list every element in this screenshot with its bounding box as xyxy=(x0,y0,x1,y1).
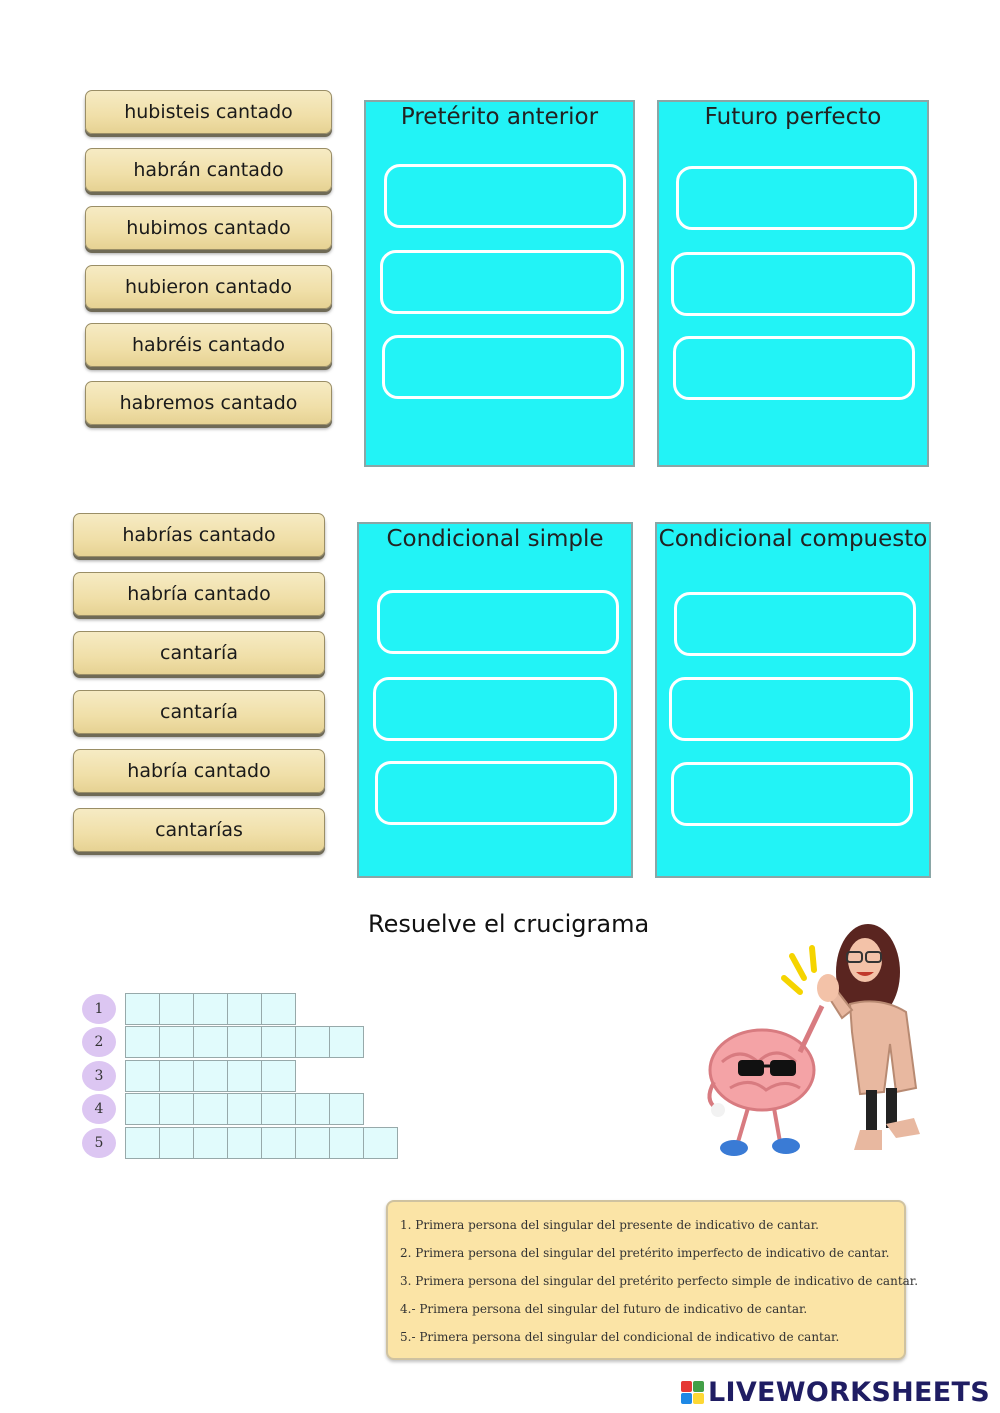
crossword-number-badge: 5 xyxy=(82,1128,116,1158)
crossword-cell[interactable] xyxy=(159,1026,194,1058)
answer-chip-1-3[interactable]: hubimos cantado xyxy=(85,206,332,250)
drop-slot[interactable] xyxy=(373,677,617,741)
crossword-cell[interactable] xyxy=(227,993,262,1025)
answer-chip-1-6[interactable]: habremos cantado xyxy=(85,381,332,425)
crossword-cell[interactable] xyxy=(193,1127,228,1159)
panel-futuro-perfecto xyxy=(657,100,929,467)
crossword-cell[interactable] xyxy=(125,1026,160,1058)
clue-3: 3. Primera persona del singular del pretérito perfecto simple de indicativo de cantar. xyxy=(400,1274,919,1288)
clue-5: 5.- Primera persona del singular del condicional de indicativo de cantar. xyxy=(400,1330,840,1344)
drop-slot[interactable] xyxy=(676,166,917,230)
panel-title: Futuro perfecto xyxy=(704,104,882,130)
logo-square xyxy=(693,1381,704,1392)
answer-chip-2-6[interactable]: cantarías xyxy=(73,808,325,852)
liveworksheets-logo xyxy=(681,1377,990,1408)
drop-slot[interactable] xyxy=(375,761,617,825)
crossword-cell[interactable] xyxy=(227,1026,262,1058)
answer-chip-1-4[interactable]: hubieron cantado xyxy=(85,265,332,309)
answer-chip-1-1[interactable]: hubisteis cantado xyxy=(85,90,332,134)
answer-chip-2-4[interactable]: cantaría xyxy=(73,690,325,734)
crossword-row-2 xyxy=(125,1026,363,1058)
drop-slot[interactable] xyxy=(377,590,619,654)
crossword-cell[interactable] xyxy=(193,1093,228,1125)
crossword-row-1 xyxy=(125,993,295,1025)
crossword-cell[interactable] xyxy=(159,1060,194,1092)
crossword-cell[interactable] xyxy=(261,993,296,1025)
crossword-cell[interactable] xyxy=(227,1127,262,1159)
crossword-cell[interactable] xyxy=(125,993,160,1025)
clue-4: 4.- Primera persona del singular del futuro de indicativo de cantar. xyxy=(400,1302,808,1316)
crossword-number-badge: 1 xyxy=(82,994,116,1024)
drop-slot[interactable] xyxy=(674,592,916,656)
logo-square xyxy=(693,1393,704,1404)
crossword-cell[interactable] xyxy=(363,1127,398,1159)
crossword-cell[interactable] xyxy=(295,1127,330,1159)
clue-1: 1. Primera persona del singular del presente de indicativo de cantar. xyxy=(400,1218,819,1232)
drop-slot[interactable] xyxy=(669,677,913,741)
crossword-number-badge: 4 xyxy=(82,1094,116,1124)
drop-slot[interactable] xyxy=(380,250,624,314)
crossword-title: Resuelve el crucigrama xyxy=(368,910,650,938)
crossword-row-3 xyxy=(125,1060,295,1092)
answer-chip-2-5[interactable]: habría cantado xyxy=(73,749,325,793)
panel-condicional-compuesto xyxy=(655,522,931,878)
brain-teacher-high-five-illustration xyxy=(700,912,980,1172)
crossword-cell[interactable] xyxy=(159,993,194,1025)
crossword-cell[interactable] xyxy=(329,1127,364,1159)
crossword-cell[interactable] xyxy=(125,1127,160,1159)
panel-title: Condicional compuesto xyxy=(658,526,928,552)
crossword-cell[interactable] xyxy=(193,1026,228,1058)
panel-condicional-simple xyxy=(357,522,633,878)
crossword-cell[interactable] xyxy=(261,1093,296,1125)
sparkle-icon xyxy=(784,948,814,992)
drop-slot[interactable] xyxy=(382,335,624,399)
logo-text: LIVEWORKSHEETS xyxy=(707,1377,990,1408)
panel-title: Pretérito anterior xyxy=(400,104,599,130)
crossword-cell[interactable] xyxy=(159,1093,194,1125)
crossword-row-5 xyxy=(125,1127,397,1159)
logo-square xyxy=(681,1381,692,1392)
crossword-clues-box xyxy=(386,1200,919,1360)
crossword-cell[interactable] xyxy=(125,1060,160,1092)
panel-preterito-anterior xyxy=(364,100,635,467)
crossword-cell[interactable] xyxy=(295,1026,330,1058)
crossword-cell[interactable] xyxy=(227,1093,262,1125)
drop-slot[interactable] xyxy=(671,252,915,316)
crossword-cell[interactable] xyxy=(329,1026,364,1058)
crossword-number-badge: 2 xyxy=(82,1027,116,1057)
drop-slot[interactable] xyxy=(384,164,626,228)
crossword-cell[interactable] xyxy=(227,1060,262,1092)
panel-title: Condicional simple xyxy=(386,526,604,552)
crossword-cell[interactable] xyxy=(261,1060,296,1092)
crossword-cell[interactable] xyxy=(261,1127,296,1159)
crossword-cell[interactable] xyxy=(159,1127,194,1159)
answer-chip-2-1[interactable]: habrías cantado xyxy=(73,513,325,557)
crossword-cell[interactable] xyxy=(295,1093,330,1125)
crossword-number-badge: 3 xyxy=(82,1061,116,1091)
answer-chip-2-3[interactable]: cantaría xyxy=(73,631,325,675)
answer-chip-2-2[interactable]: habría cantado xyxy=(73,572,325,616)
drop-slot[interactable] xyxy=(673,336,915,400)
crossword-row-4 xyxy=(125,1093,363,1125)
drop-slot[interactable] xyxy=(671,762,913,826)
crossword-cell[interactable] xyxy=(261,1026,296,1058)
answer-chip-1-2[interactable]: habrán cantado xyxy=(85,148,332,192)
crossword-cell[interactable] xyxy=(193,1060,228,1092)
logo-mark-icon xyxy=(681,1381,704,1404)
crossword-cell[interactable] xyxy=(125,1093,160,1125)
clue-2: 2. Primera persona del singular del pretérito imperfecto de indicativo de cantar. xyxy=(400,1246,890,1260)
answer-chip-1-5[interactable]: habréis cantado xyxy=(85,323,332,367)
crossword-cell[interactable] xyxy=(193,993,228,1025)
logo-square xyxy=(681,1393,692,1404)
crossword-cell[interactable] xyxy=(329,1093,364,1125)
